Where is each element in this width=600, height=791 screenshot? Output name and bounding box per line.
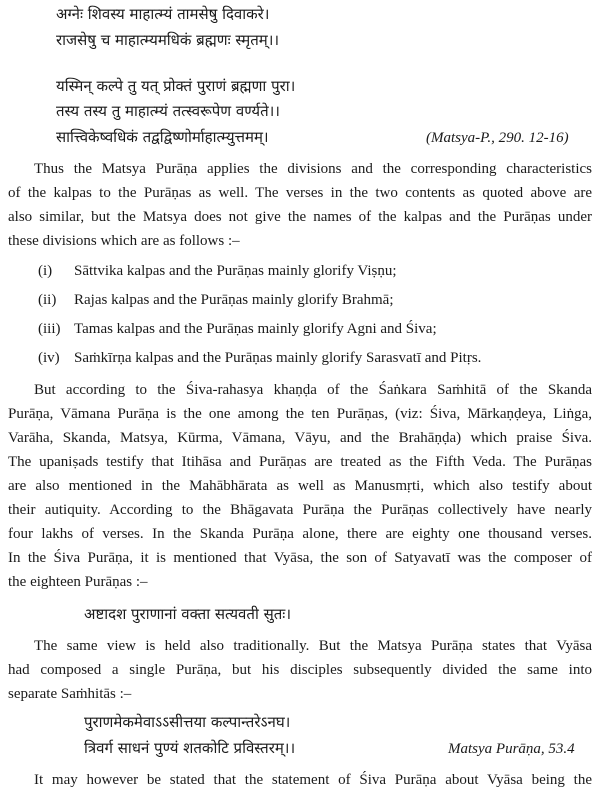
list-item [38,261,397,281]
verse-line: पुराणमेकमेवाऽऽसीत्तया कल्पान्तरेऽनघ। [84,713,291,731]
list-item-text: Saṁkīrṇa kalpas and the Purāṇas mainly glorify Sarasvatī and Pitṛs. [74,350,482,366]
paragraph-line: of the kalpas to the Purāṇas as well. The verses in the two contents as quoted above are [8,185,592,201]
paragraph-line: four lakhs of verses. In the Skanda Purāṇa alone, there are eighty one thousand verses. [8,526,592,542]
list-item-text: Tamas kalpas and the Purāṇas mainly glorify Agni and Śiva; [74,321,437,337]
list-item [38,290,394,310]
verse-line: सात्त्विकेष्वधिकं तद्वद्विष्णोर्माहात्म्युत्तमम्। [56,128,269,146]
verse-line: अग्नेः शिवस्य माहात्म्यं तामसेषु दिवाकरे। [56,5,270,23]
paragraph-line: Purāṇa, Vāmana Purāṇa is the one among the ten Purāṇas, (viz: Śiva, Mārkaṇḍeya, Liṅga, [8,406,592,422]
paragraph-line: separate Saṁhitās :– [8,686,132,702]
verse-line: राजसेषु च माहात्म्यमधिकं ब्रह्मणः स्मृतम्।। [56,31,280,49]
verse-line: तस्य तस्य तु माहात्म्यं तत्स्वरूपेण वर्ण्यते।। [56,102,280,120]
paragraph-line: had composed a single Purāṇa, but his disciples subsequently divided the same into [8,662,592,678]
paragraph-line: It may however be stated that the statement of Śiva Purāṇa about Vyāsa being the [34,772,592,788]
list-item-text: Sāttvika kalpas and the Purāṇas mainly glorify Viṣṇu; [74,263,397,279]
verse-line: अष्टादश पुराणानां वक्ता सत्यवती सुतः। [84,605,292,623]
list-item-number: (ii) [38,292,57,308]
list-item-text: Rajas kalpas and the Purāṇas mainly glorify Brahmā; [74,292,394,308]
list-item [38,319,437,339]
verse-citation: (Matsya-P., 290. 12-16) [426,130,569,146]
paragraph-line: are also mentioned in the Mahābhārata as well as Manusmṛti, which also testify about [8,478,592,494]
list-item [38,348,481,368]
paragraph-line: their autiquity. According to the Bhāgavata Purāṇa the Purāṇas collectively have nearly [8,502,592,518]
list-item-number: (iii) [38,321,61,337]
paragraph-line: the eighteen Purāṇas :– [8,574,148,590]
paragraph-line: Varāha, Skanda, Matsya, Kūrma, Vāmana, Vāyu, and the Brahāṇḍa) which praise Śiva. [8,430,592,446]
paragraph-line: In the Śiva Purāṇa, it is mentioned that Vyāsa, the son of Satyavatī was the composer of [8,550,592,566]
list-item-number: (i) [38,263,53,279]
list-item-number: (iv) [38,350,60,366]
verse-line: यस्मिन् कल्पे तु यत् प्रोक्तं पुराणं ब्रह्मणा पुरा। [56,77,296,95]
paragraph-line: The upaniṣads testify that Itihāsa and Purāṇas are treated as the Fifth Veda. The Purāṇas [8,454,592,470]
paragraph-line: But according to the Śiva-rahasya khaṇḍa of the Śaṅkara Saṁhitā of the Skanda [34,382,592,398]
verse-line: त्रिवर्ग साधनं पुण्यं शतकोटि प्रविस्तरम्।। [84,739,296,757]
paragraph-line: these divisions which are as follows :– [8,233,240,249]
paragraph-line: Thus the Matsya Purāṇa applies the divisions and the corresponding characteristics [34,161,592,177]
verse-citation: Matsya Purāṇa, 53.4 [448,741,575,757]
paragraph-line: The same view is held also traditionally. But the Matsya Purāṇa states that Vyāsa [34,638,592,654]
paragraph-line: also similar, but the Matsya does not give the names of the kalpas and the Purāṇas under [8,209,592,225]
